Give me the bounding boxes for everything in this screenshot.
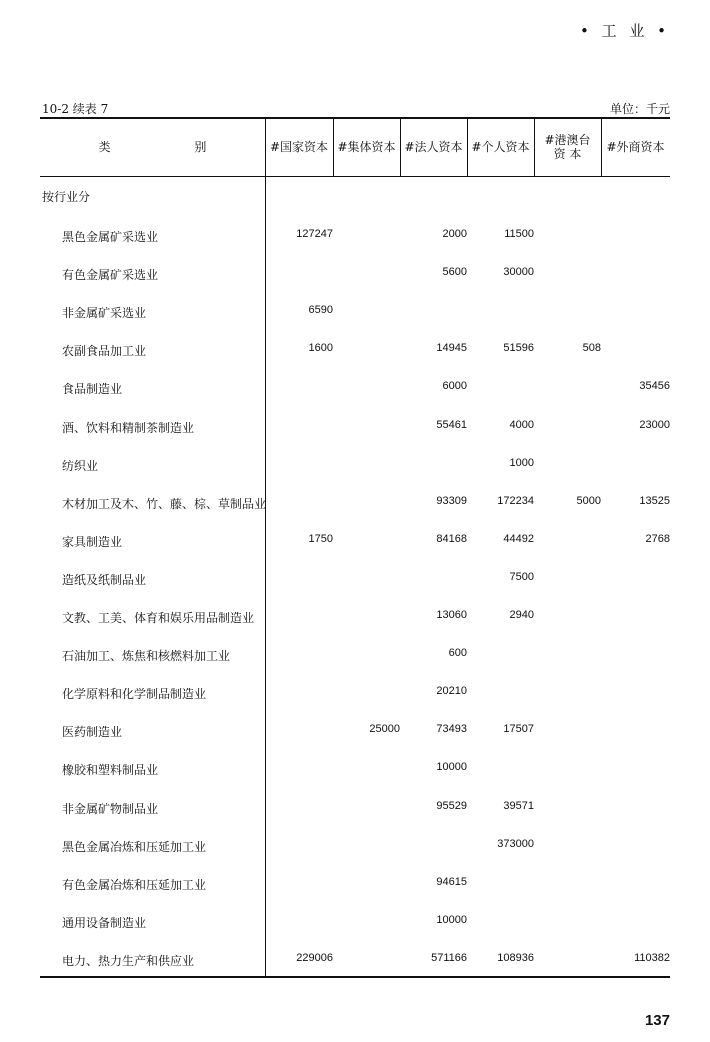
- row-label: 纺织业: [62, 459, 99, 473]
- row-label: 有色金属冶炼和压延加工业: [62, 878, 207, 892]
- table-cell: 11500: [504, 228, 534, 240]
- table-cell: 5600: [442, 266, 467, 278]
- unit-label: 单位：千元: [609, 102, 670, 116]
- table-cell: 1000: [509, 457, 534, 469]
- table-cell: 13525: [639, 495, 670, 507]
- table-row: [40, 685, 670, 705]
- table-cell: 94615: [436, 876, 467, 888]
- table-cell: 7500: [509, 571, 534, 583]
- table-cell: 127247: [296, 228, 333, 240]
- table-row: [40, 609, 670, 629]
- table-cell: 108936: [497, 952, 534, 964]
- table-cell: 39571: [503, 800, 534, 812]
- table-row: [40, 647, 670, 667]
- row-label: 非金属矿物制品业: [62, 802, 159, 816]
- header-rule: [40, 176, 670, 177]
- table-row: [40, 533, 670, 553]
- column-header: #集体资本: [337, 139, 396, 154]
- table-cell: 44492: [503, 533, 534, 545]
- column-header: #国家资本: [269, 139, 329, 154]
- table-cell: 508: [582, 342, 601, 354]
- table-cell: 172234: [497, 495, 534, 507]
- table-cell: 95529: [436, 800, 467, 812]
- row-label: 黑色金属冶炼和压延加工业: [62, 840, 207, 854]
- table-cell: 73493: [436, 723, 467, 735]
- category-header: 类 别: [98, 140, 247, 154]
- row-label: 非金属矿采选业: [62, 306, 147, 320]
- group-label: 按行业分: [42, 190, 91, 204]
- row-label: 造纸及纸制品业: [62, 573, 147, 587]
- table-cell: 6590: [308, 304, 333, 316]
- table-cell: 17507: [503, 723, 534, 735]
- row-label: 橡胶和塑料制品业: [62, 763, 159, 777]
- row-label: 黑色金属矿采选业: [62, 230, 159, 244]
- table-id: 10-2 续表 7: [42, 102, 109, 116]
- table-cell: 93309: [436, 495, 467, 507]
- table-cell: 51596: [503, 342, 534, 354]
- row-label: 文教、工美、体育和娱乐用品制造业: [62, 611, 255, 625]
- table-row: [40, 800, 670, 820]
- row-label: 木材加工及木、竹、藤、棕、草制品业: [62, 497, 267, 511]
- page-number: 137: [644, 1012, 670, 1029]
- table-cell: 6000: [442, 380, 467, 392]
- table-cell: 25000: [369, 723, 400, 735]
- running-head: • 工 业 •: [580, 22, 670, 40]
- table-row: [40, 495, 670, 515]
- row-label: 有色金属矿采选业: [62, 268, 159, 282]
- table-cell: 2940: [509, 609, 534, 621]
- table-cell: 35456: [639, 380, 670, 392]
- table-cell: 14945: [436, 342, 467, 354]
- table-cell: 10000: [436, 761, 467, 773]
- row-label: 酒、饮料和精制茶制造业: [62, 421, 195, 435]
- table-cell: 13060: [436, 609, 467, 621]
- table-row: [40, 266, 670, 286]
- table-row: [40, 952, 670, 972]
- table-row: [40, 761, 670, 781]
- table-cell: 2000: [442, 228, 467, 240]
- row-label: 通用设备制造业: [62, 916, 147, 930]
- table-row: [40, 419, 670, 439]
- table-cell: 20210: [436, 685, 467, 697]
- table-cell: 2768: [645, 533, 670, 545]
- row-label: 农副食品加工业: [62, 344, 147, 358]
- table-row: [40, 723, 670, 743]
- table-cell: 229006: [296, 952, 333, 964]
- table-cell: 30000: [503, 266, 534, 278]
- table-cell: 4000: [509, 419, 534, 431]
- table-row: [40, 304, 670, 324]
- table-row: [40, 876, 670, 896]
- table-cell: 10000: [436, 914, 467, 926]
- column-header: #个人资本: [471, 139, 530, 154]
- table-cell: 5000: [576, 495, 601, 507]
- table-row: [40, 457, 670, 477]
- table-row: [40, 228, 670, 248]
- row-label: 石油加工、炼焦和核燃料加工业: [62, 649, 231, 663]
- row-label: 化学原料和化学制品制造业: [62, 687, 207, 701]
- table-cell: 373000: [497, 838, 534, 850]
- table-cell: 571166: [431, 952, 467, 964]
- row-label: 电力、热力生产和供应业: [62, 954, 195, 968]
- column-header: #港澳台 资 本: [544, 132, 591, 161]
- row-label: 医药制造业: [62, 725, 123, 739]
- table-cell: 600: [448, 647, 467, 659]
- table-cell: 1750: [308, 533, 333, 545]
- table-row: [40, 571, 670, 591]
- table-cell: 55461: [436, 419, 467, 431]
- table-row: [40, 838, 670, 858]
- table-row: [40, 914, 670, 934]
- table-cell: 23000: [639, 419, 670, 431]
- column-header: #外商资本: [606, 139, 665, 154]
- table-cell: 84168: [436, 533, 467, 545]
- row-label: 食品制造业: [62, 382, 123, 396]
- table-cell: 1600: [308, 342, 333, 354]
- column-header: #法人资本: [404, 139, 463, 154]
- table-row: [40, 380, 670, 400]
- bottom-rule: [40, 976, 670, 978]
- table-row: [40, 342, 670, 362]
- row-label: 家具制造业: [62, 535, 123, 549]
- table-cell: 110382: [634, 952, 670, 964]
